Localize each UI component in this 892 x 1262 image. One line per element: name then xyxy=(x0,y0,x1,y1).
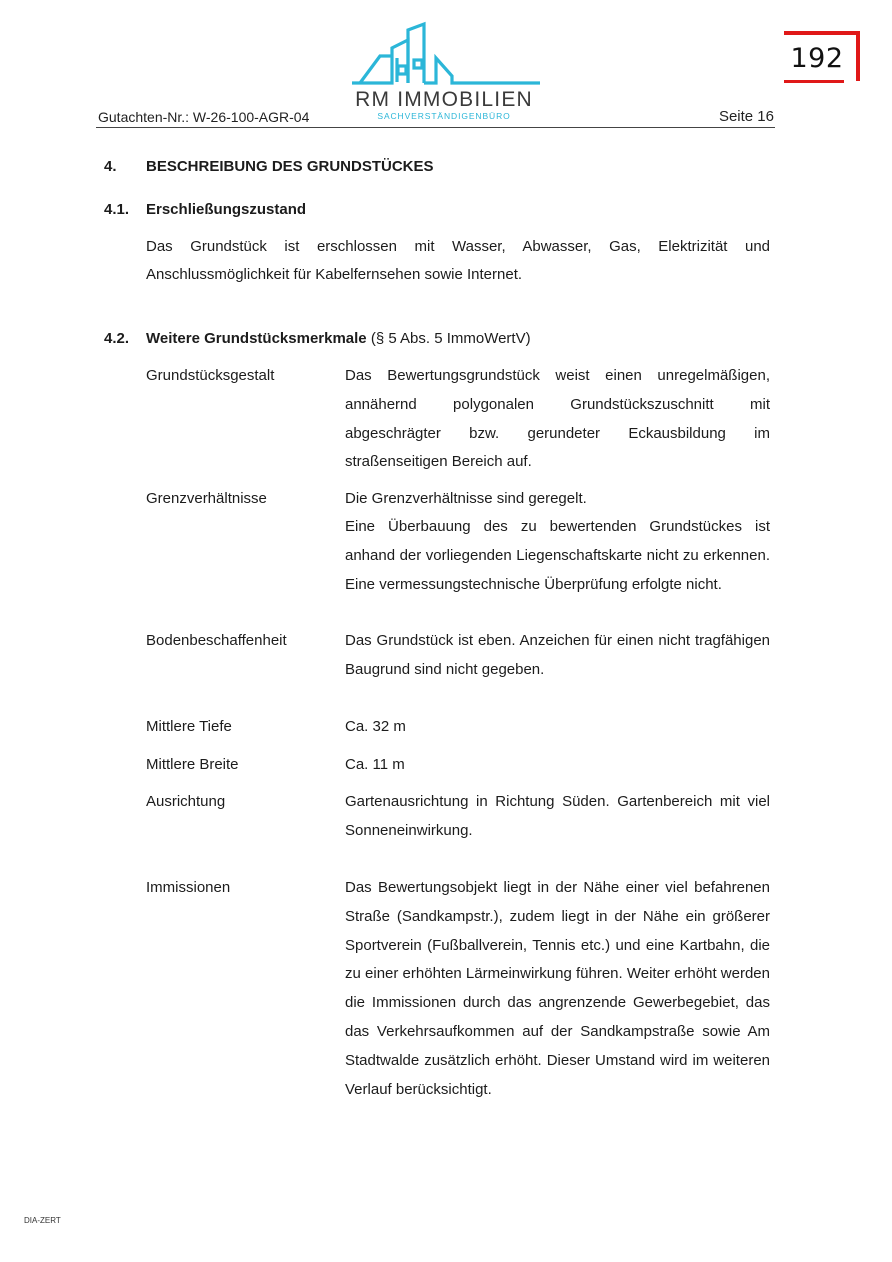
section-4-2-number: 4.2. xyxy=(104,330,130,347)
feature-desc-grundstuecksgestalt: Das Bewertungsgrundstück weist einen unregelmäßigen, annähernd polygonalen Grundstückszuschnitt mit abgeschrägter bzw. gerundeter Eckausbildung im straßenseitigen Bereich auf. xyxy=(345,367,770,471)
footer-label: DIA-ZERT xyxy=(24,1216,61,1225)
header-divider xyxy=(96,127,775,128)
building-skyline-icon xyxy=(350,20,546,90)
feature-desc-ausrichtung: Gartenausrichtung in Richtung Süden. Gartenbereich mit viel Sonneneinwirkung. xyxy=(345,793,770,839)
feature-desc-grenzverhaeltnisse: Eine Überbauung des zu bewertenden Grundstückes ist anhand der vorliegenden Liegenschaftskarte nicht zu erkennen. Eine vermessungstechnische Überprüfung erfolgte nicht. xyxy=(345,518,770,593)
feature-desc-mittlere-breite: Ca. 11 m xyxy=(345,756,405,773)
page-number-stamp-value: 192 xyxy=(790,43,844,74)
feature-desc-bodenbeschaffenheit: Das Grundstück ist eben. Anzeichen für einen nicht tragfähigen Baugrund sind nicht gegeben. xyxy=(345,632,770,678)
section-4-number: 4. xyxy=(104,158,117,175)
section-4-title: BESCHREIBUNG DES GRUNDSTÜCKES xyxy=(146,158,434,175)
feature-term-grenzverhaeltnisse: Grenzverhältnisse xyxy=(146,490,267,507)
feature-term-bodenbeschaffenheit: Bodenbeschaffenheit xyxy=(146,632,287,649)
section-4-2-reference: (§ 5 Abs. 5 ImmoWertV) xyxy=(370,330,531,347)
feature-term-mittlere-breite: Mittlere Breite xyxy=(146,756,239,773)
logo-subtitle: SACHVERSTÄNDIGENBÜRO xyxy=(377,111,511,121)
page-label: Seite 16 xyxy=(718,108,774,125)
page-number-stamp xyxy=(784,31,860,81)
section-4-1-title: Erschließungszustand xyxy=(146,201,307,218)
feature-term-grundstuecksgestalt: Grundstücksgestalt xyxy=(146,367,275,384)
section-4-1-text: Das Grundstück ist erschlossen mit Wasser, Abwasser, Gas, Elektrizität und Anschlussmöglichkeit für Kabelfernsehen sowie Internet. xyxy=(146,238,770,283)
feature-term-mittlere-tiefe: Mittlere Tiefe xyxy=(146,718,232,735)
section-4-2-title-text: Weitere Grundstücksmerkmale xyxy=(146,330,367,347)
section-4-2-title xyxy=(146,330,531,347)
feature-term-immissionen: Immissionen xyxy=(146,879,231,896)
feature-desc-grenzverhaeltnisse-line1: Die Grenzverhältnisse sind geregelt. xyxy=(345,490,587,507)
page-number-stamp-underline xyxy=(784,80,844,83)
section-4-1-number: 4.1. xyxy=(104,201,130,218)
feature-desc-mittlere-tiefe: Ca. 32 m xyxy=(345,718,406,735)
logo-title: RM IMMOBILIEN xyxy=(355,88,533,111)
feature-desc-immissionen: Das Bewertungsobjekt liegt in der Nähe einer viel befahrenen Straße (Sandkampstr.), zudem liegt in der Nähe ein größerer Sportverein (Fußballverein, Tennis etc.) und eine Kartbahn, die zu einer erhöhten Lärmeinwirkung führen. Weiter erhöht werden die Immissionen durch das angrenzende Gewerbegebiet, das das Verkehrsaufkommen auf der Sandkampstraße sowie Am Stadtwalde zusätzlich erhöht. Dieser Umstand wird im weiteren Verlauf berücksichtigt. xyxy=(345,879,770,1098)
report-number: Gutachten-Nr.: W-26-100-AGR-04 xyxy=(98,109,310,125)
feature-term-ausrichtung: Ausrichtung xyxy=(146,793,226,810)
